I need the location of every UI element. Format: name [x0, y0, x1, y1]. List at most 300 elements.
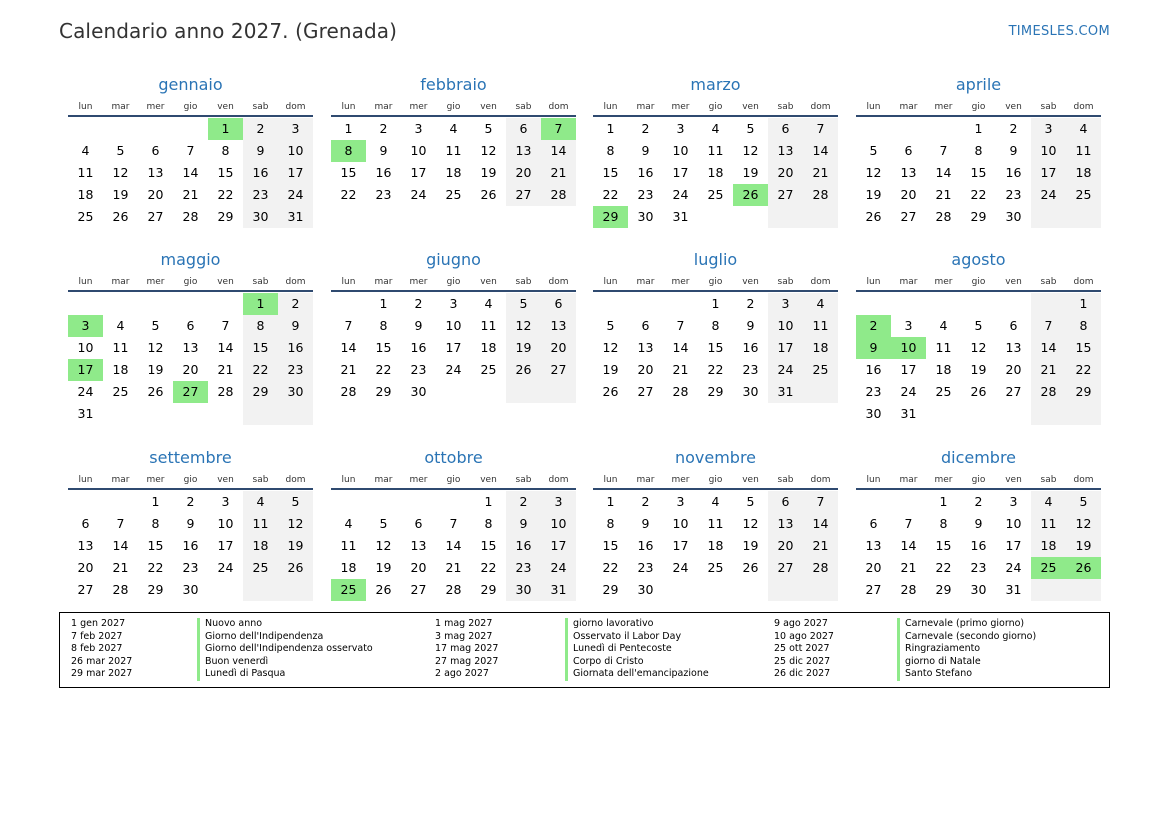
weekday-label: gio — [971, 102, 986, 112]
day-cell: 30 — [1005, 209, 1022, 224]
day-cell: 6 — [641, 318, 650, 333]
day-cell: 2 — [256, 121, 265, 136]
day-cell: 6 — [186, 318, 195, 333]
day-cell: 19 — [515, 340, 532, 355]
weekday-label: mer — [146, 102, 165, 112]
day-cell: 21 — [935, 187, 952, 202]
legend-holiday-name: Carnevale (secondo giorno) — [897, 631, 1036, 644]
day-cell: 26 — [480, 187, 497, 202]
day-cell: 22 — [340, 187, 357, 202]
day-cell: 9 — [414, 318, 423, 333]
day-cell: 4 — [1044, 494, 1053, 509]
weekday-label: mar — [636, 102, 655, 112]
day-cell: 26 — [287, 560, 304, 575]
legend-holiday-name: Lunedì di Pentecoste — [565, 643, 672, 656]
day-cell: 6 — [151, 143, 160, 158]
legend-holiday-name: Ringraziamento — [897, 643, 980, 656]
day-cell: 9 — [186, 516, 195, 531]
day-cell: 5 — [869, 143, 878, 158]
day-cell: 12 — [375, 538, 392, 553]
day-cell: 15 — [340, 165, 357, 180]
holiday-day: 3 — [68, 315, 103, 337]
day-cell: 15 — [480, 538, 497, 553]
day-cell: 24 — [777, 362, 794, 377]
day-cell: 7 — [676, 318, 685, 333]
day-cell: 21 — [900, 560, 917, 575]
day-cell: 14 — [812, 143, 829, 158]
day-cell: 6 — [519, 121, 528, 136]
weekday-label: gio — [708, 102, 723, 112]
weekday-label: mar — [374, 277, 393, 287]
day-cell: 4 — [81, 143, 90, 158]
day-cell: 7 — [186, 143, 195, 158]
day-cell: 13 — [637, 340, 654, 355]
weekday-label: ven — [742, 102, 759, 112]
day-cell: 21 — [812, 165, 829, 180]
day-cell: 22 — [147, 560, 164, 575]
legend-date: 27 mag 2027 — [435, 655, 499, 667]
legend-date: 25 dic 2027 — [774, 655, 831, 667]
day-cell: 20 — [550, 340, 567, 355]
day-cell: 27 — [777, 187, 794, 202]
day-cell: 29 — [602, 582, 619, 597]
legend-holiday-name: Osservato il Labor Day — [565, 631, 681, 644]
day-cell: 25 — [480, 362, 497, 377]
day-cell: 22 — [375, 362, 392, 377]
day-cell: 6 — [869, 516, 878, 531]
day-cell: 13 — [900, 165, 917, 180]
weekday-header — [68, 475, 313, 487]
day-cell: 2 — [974, 494, 983, 509]
weekday-label: mar — [899, 102, 918, 112]
day-cell: 4 — [449, 121, 458, 136]
legend-date: 1 mag 2027 — [435, 618, 493, 629]
day-cell: 20 — [865, 560, 882, 575]
weekday-label: lun — [341, 475, 356, 485]
day-cell: 12 — [147, 340, 164, 355]
day-cell: 24 — [287, 187, 304, 202]
day-cell: 6 — [1009, 318, 1018, 333]
holiday-day: 2 — [856, 315, 891, 337]
day-cell: 3 — [1009, 494, 1018, 509]
day-cell: 20 — [182, 362, 199, 377]
weekday-label: dom — [548, 475, 569, 485]
day-cell: 7 — [1044, 318, 1053, 333]
day-cell: 10 — [777, 318, 794, 333]
day-cell: 1 — [606, 121, 615, 136]
day-cell: 18 — [707, 165, 724, 180]
day-cell: 28 — [672, 384, 689, 399]
legend-date: 1 gen 2027 — [71, 618, 126, 629]
day-cell: 8 — [939, 516, 948, 531]
day-cell: 2 — [379, 121, 388, 136]
day-cell: 13 — [865, 538, 882, 553]
day-cell: 26 — [602, 384, 619, 399]
weekday-label: gio — [183, 277, 198, 287]
day-cell: 27 — [515, 187, 532, 202]
weekday-label: dom — [285, 475, 306, 485]
day-cell: 7 — [939, 143, 948, 158]
day-cell: 15 — [935, 538, 952, 553]
day-cell: 23 — [970, 560, 987, 575]
day-cell: 8 — [974, 143, 983, 158]
day-cell: 21 — [1040, 362, 1057, 377]
legend-holiday-name: Carnevale (primo giorno) — [897, 618, 1024, 631]
day-cell: 5 — [606, 318, 615, 333]
day-cell: 14 — [672, 340, 689, 355]
day-cell: 30 — [970, 582, 987, 597]
day-cell: 30 — [252, 209, 269, 224]
day-cell: 8 — [221, 143, 230, 158]
weekday-label: mer — [934, 277, 953, 287]
month-name: gennaio — [158, 75, 223, 94]
day-cell: 9 — [291, 318, 300, 333]
day-cell: 10 — [1040, 143, 1057, 158]
day-cell: 15 — [602, 165, 619, 180]
day-cell: 22 — [970, 187, 987, 202]
day-cell: 17 — [445, 340, 462, 355]
weekday-label: mar — [374, 475, 393, 485]
day-cell: 12 — [112, 165, 129, 180]
day-cell: 12 — [1075, 516, 1092, 531]
day-cell: 1 — [606, 494, 615, 509]
weekday-label: lun — [866, 102, 881, 112]
day-cell: 9 — [746, 318, 755, 333]
day-cell: 28 — [217, 384, 234, 399]
weekday-label: lun — [603, 475, 618, 485]
weekday-label: gio — [708, 277, 723, 287]
day-cell: 29 — [1075, 384, 1092, 399]
day-cell: 16 — [287, 340, 304, 355]
day-cell: 27 — [777, 560, 794, 575]
holiday-day: 29 — [593, 206, 628, 228]
day-cell: 16 — [375, 165, 392, 180]
day-cell: 10 — [410, 143, 427, 158]
day-cell: 1 — [484, 494, 493, 509]
day-cell: 2 — [641, 494, 650, 509]
day-cell: 11 — [707, 516, 724, 531]
weekday-label: lun — [603, 277, 618, 287]
day-cell: 3 — [1044, 121, 1053, 136]
day-cell: 25 — [1075, 187, 1092, 202]
holiday-day: 26 — [733, 184, 768, 206]
day-cell: 18 — [707, 538, 724, 553]
weekday-label: ven — [1005, 475, 1022, 485]
legend-date: 7 feb 2027 — [71, 630, 123, 642]
weekday-label: dom — [548, 277, 569, 287]
day-cell: 3 — [904, 318, 913, 333]
weekday-label: mer — [146, 475, 165, 485]
page-title: Calendario anno 2027. (Grenada) — [59, 19, 398, 43]
day-cell: 23 — [182, 560, 199, 575]
holiday-day: 25 — [331, 579, 366, 601]
weekday-label: dom — [285, 102, 306, 112]
day-cell: 12 — [742, 516, 759, 531]
month-name: giugno — [426, 250, 481, 269]
day-cell: 25 — [252, 560, 269, 575]
day-cell: 19 — [480, 165, 497, 180]
header-rule — [331, 488, 576, 490]
day-cell: 10 — [77, 340, 94, 355]
legend-holiday-name: Giorno dell'Indipendenza — [197, 631, 323, 644]
day-cell: 24 — [550, 560, 567, 575]
month-name: ottobre — [424, 448, 483, 467]
day-cell: 8 — [711, 318, 720, 333]
day-cell: 23 — [865, 384, 882, 399]
day-cell: 20 — [410, 560, 427, 575]
day-cell: 24 — [445, 362, 462, 377]
weekday-label: mer — [409, 475, 428, 485]
day-cell: 28 — [340, 384, 357, 399]
day-cell: 11 — [480, 318, 497, 333]
day-cell: 15 — [1075, 340, 1092, 355]
weekday-label: lun — [78, 277, 93, 287]
day-cell: 2 — [186, 494, 195, 509]
day-cell: 28 — [445, 582, 462, 597]
weekday-label: gio — [183, 475, 198, 485]
header-rule — [856, 488, 1101, 490]
weekday-label: sab — [1040, 475, 1057, 485]
weekday-label: lun — [78, 102, 93, 112]
day-cell: 20 — [900, 187, 917, 202]
day-cell: 16 — [637, 165, 654, 180]
weekday-label: sab — [515, 475, 532, 485]
day-cell: 30 — [182, 582, 199, 597]
day-cell: 24 — [217, 560, 234, 575]
day-cell: 18 — [812, 340, 829, 355]
weekday-label: dom — [810, 102, 831, 112]
day-cell: 14 — [217, 340, 234, 355]
day-cell: 1 — [711, 296, 720, 311]
weekday-label: ven — [742, 277, 759, 287]
day-cell: 5 — [379, 516, 388, 531]
day-cell: 28 — [812, 187, 829, 202]
weekday-label: mer — [671, 277, 690, 287]
day-cell: 2 — [746, 296, 755, 311]
day-cell: 16 — [637, 538, 654, 553]
day-cell: 25 — [707, 560, 724, 575]
legend-holiday-name: Lunedì di Pasqua — [197, 668, 285, 681]
day-cell: 1 — [1079, 296, 1088, 311]
day-cell: 5 — [1079, 494, 1088, 509]
day-cell: 25 — [445, 187, 462, 202]
day-cell: 30 — [287, 384, 304, 399]
day-cell: 16 — [865, 362, 882, 377]
header-rule — [331, 290, 576, 292]
holiday-day: 9 — [856, 337, 891, 359]
day-cell: 28 — [182, 209, 199, 224]
day-cell: 23 — [637, 187, 654, 202]
weekday-label: mar — [111, 102, 130, 112]
weekday-label: mer — [671, 102, 690, 112]
day-cell: 14 — [550, 143, 567, 158]
day-cell: 8 — [1079, 318, 1088, 333]
day-cell: 22 — [480, 560, 497, 575]
weekday-label: dom — [1073, 475, 1094, 485]
day-cell: 18 — [252, 538, 269, 553]
day-cell: 19 — [865, 187, 882, 202]
day-cell: 11 — [77, 165, 94, 180]
weekday-header — [593, 277, 838, 289]
weekday-label: dom — [810, 475, 831, 485]
header-rule — [68, 290, 313, 292]
legend-date: 2 ago 2027 — [435, 668, 489, 680]
legend-holiday-name: Giorno dell'Indipendenza osservato — [197, 643, 373, 656]
day-cell: 28 — [1040, 384, 1057, 399]
weekday-label: dom — [548, 102, 569, 112]
day-cell: 27 — [637, 384, 654, 399]
day-cell: 11 — [935, 340, 952, 355]
day-cell: 6 — [414, 516, 423, 531]
day-cell: 17 — [672, 165, 689, 180]
day-cell: 10 — [672, 516, 689, 531]
day-cell: 26 — [865, 209, 882, 224]
day-cell: 20 — [147, 187, 164, 202]
legend-date: 17 mag 2027 — [435, 643, 499, 655]
month-name: luglio — [693, 250, 738, 269]
day-cell: 1 — [379, 296, 388, 311]
day-cell: 5 — [116, 143, 125, 158]
day-cell: 1 — [939, 494, 948, 509]
day-cell: 11 — [707, 143, 724, 158]
day-cell: 9 — [974, 516, 983, 531]
day-cell: 21 — [672, 362, 689, 377]
day-cell: 8 — [606, 143, 615, 158]
day-cell: 31 — [672, 209, 689, 224]
day-cell: 4 — [816, 296, 825, 311]
day-cell: 11 — [340, 538, 357, 553]
day-cell: 27 — [1005, 384, 1022, 399]
holiday-day: 26 — [1066, 557, 1101, 579]
day-cell: 16 — [252, 165, 269, 180]
day-cell: 30 — [742, 384, 759, 399]
weekday-header — [68, 277, 313, 289]
day-cell: 30 — [515, 582, 532, 597]
day-cell: 13 — [182, 340, 199, 355]
weekday-label: mar — [636, 475, 655, 485]
weekday-label: ven — [1005, 102, 1022, 112]
day-cell: 4 — [256, 494, 265, 509]
weekday-label: gio — [446, 475, 461, 485]
day-cell: 21 — [550, 165, 567, 180]
day-cell: 22 — [217, 187, 234, 202]
legend-holiday-name: giorno lavorativo — [565, 618, 654, 631]
month-name: marzo — [690, 75, 741, 94]
day-cell: 2 — [291, 296, 300, 311]
day-cell: 9 — [641, 516, 650, 531]
weekday-label: gio — [446, 102, 461, 112]
weekday-label: sab — [1040, 277, 1057, 287]
day-cell: 15 — [147, 538, 164, 553]
header-rule — [68, 115, 313, 117]
header-rule — [856, 290, 1101, 292]
day-cell: 17 — [1005, 538, 1022, 553]
day-cell: 31 — [1005, 582, 1022, 597]
day-cell: 5 — [519, 296, 528, 311]
weekday-label: gio — [971, 277, 986, 287]
day-cell: 6 — [81, 516, 90, 531]
day-cell: 19 — [375, 560, 392, 575]
day-cell: 26 — [515, 362, 532, 377]
brand-link[interactable]: TIMESLES.COM — [1008, 24, 1110, 39]
weekday-label: ven — [217, 277, 234, 287]
day-cell: 29 — [707, 384, 724, 399]
weekday-header — [593, 475, 838, 487]
day-cell: 8 — [379, 318, 388, 333]
day-cell: 14 — [1040, 340, 1057, 355]
day-cell: 10 — [217, 516, 234, 531]
weekday-label: dom — [285, 277, 306, 287]
holiday-legend — [59, 612, 1110, 688]
day-cell: 25 — [707, 187, 724, 202]
day-cell: 12 — [287, 516, 304, 531]
day-cell: 20 — [515, 165, 532, 180]
holiday-day: 1 — [243, 293, 278, 315]
weekday-label: sab — [252, 475, 269, 485]
day-cell: 3 — [449, 296, 458, 311]
day-cell: 4 — [711, 121, 720, 136]
day-cell: 11 — [1075, 143, 1092, 158]
day-cell: 2 — [519, 494, 528, 509]
holiday-day: 10 — [891, 337, 926, 359]
weekday-label: mar — [899, 475, 918, 485]
legend-date: 10 ago 2027 — [774, 630, 834, 642]
day-cell: 21 — [812, 538, 829, 553]
day-cell: 8 — [606, 516, 615, 531]
day-cell: 22 — [1075, 362, 1092, 377]
day-cell: 3 — [676, 494, 685, 509]
day-cell: 11 — [252, 516, 269, 531]
day-cell: 6 — [781, 121, 790, 136]
weekday-label: gio — [971, 475, 986, 485]
day-cell: 28 — [112, 582, 129, 597]
day-cell: 24 — [672, 560, 689, 575]
month-name: aprile — [955, 75, 1002, 94]
day-cell: 23 — [287, 362, 304, 377]
legend-date: 9 ago 2027 — [774, 618, 828, 629]
month-name: agosto — [951, 250, 1006, 269]
day-cell: 6 — [554, 296, 563, 311]
day-cell: 8 — [484, 516, 493, 531]
day-cell: 31 — [900, 406, 917, 421]
weekday-label: sab — [252, 277, 269, 287]
day-cell: 7 — [344, 318, 353, 333]
day-cell: 25 — [77, 209, 94, 224]
day-cell: 17 — [410, 165, 427, 180]
weekday-label: mar — [899, 277, 918, 287]
weekday-label: ven — [217, 102, 234, 112]
day-cell: 8 — [151, 516, 160, 531]
day-cell: 4 — [711, 494, 720, 509]
day-cell: 7 — [221, 318, 230, 333]
day-cell: 23 — [375, 187, 392, 202]
weekday-label: sab — [1040, 102, 1057, 112]
day-cell: 29 — [375, 384, 392, 399]
legend-holiday-name: Nuovo anno — [197, 618, 262, 631]
day-cell: 24 — [672, 187, 689, 202]
day-cell: 25 — [935, 384, 952, 399]
day-cell: 31 — [77, 406, 94, 421]
day-cell: 3 — [554, 494, 563, 509]
day-cell: 2 — [1009, 121, 1018, 136]
day-cell: 5 — [746, 121, 755, 136]
day-cell: 15 — [252, 340, 269, 355]
weekday-label: lun — [341, 102, 356, 112]
day-cell: 21 — [112, 560, 129, 575]
day-cell: 29 — [217, 209, 234, 224]
day-cell: 31 — [287, 209, 304, 224]
day-cell: 6 — [781, 494, 790, 509]
